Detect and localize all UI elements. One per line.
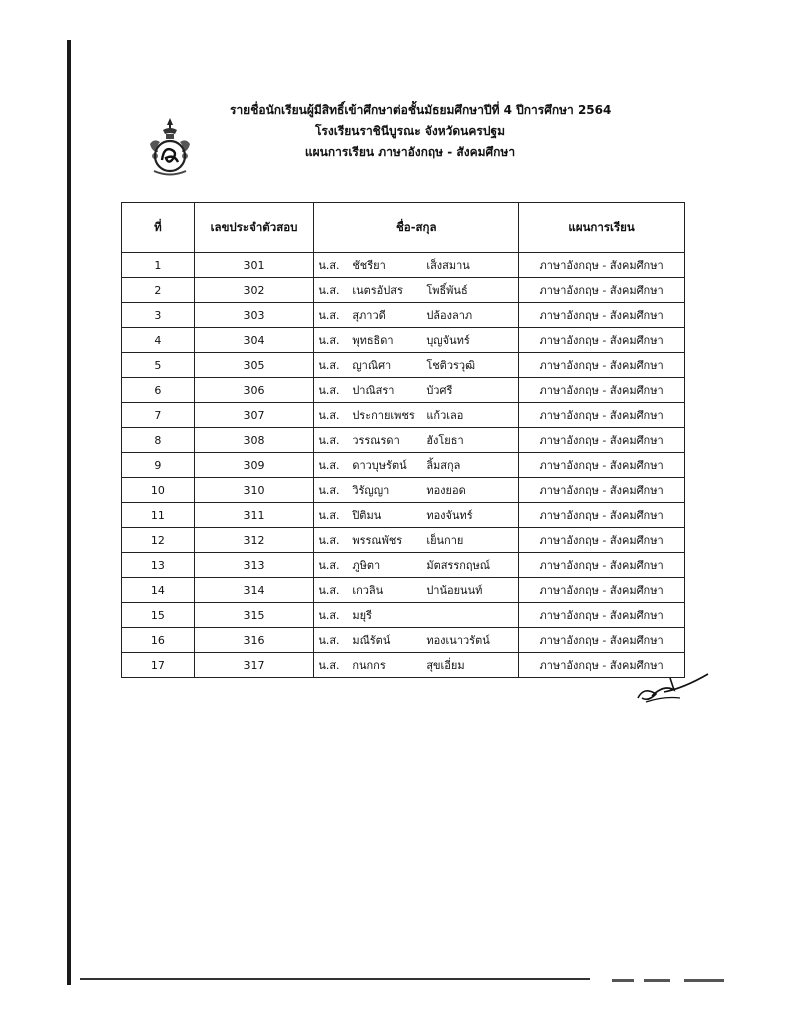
row-number: 10 — [122, 478, 195, 503]
first-name: ปาณิสรา — [352, 384, 395, 397]
name-title: น.ส. — [318, 509, 340, 522]
row-full-name — [314, 253, 519, 278]
col-header-plan: แผนการเรียน — [519, 203, 685, 253]
row-number: 1 — [122, 253, 195, 278]
table-row — [122, 478, 685, 503]
name-title: น.ส. — [318, 259, 340, 272]
table-row — [122, 528, 685, 553]
row-full-name — [314, 628, 519, 653]
first-name: ปิติมน — [352, 509, 382, 522]
table-row — [122, 603, 685, 628]
row-plan: ภาษาอังกฤษ - สังคมศึกษา — [519, 378, 685, 403]
first-name: เนตรอัปสร — [352, 284, 403, 297]
row-number: 14 — [122, 578, 195, 603]
row-full-name — [314, 553, 519, 578]
row-full-name — [314, 303, 519, 328]
name-title: น.ส. — [318, 359, 340, 372]
last-name: ลิ้มสกุล — [426, 459, 461, 472]
table-row — [122, 628, 685, 653]
last-name: โพธิ์พันธ์ — [426, 284, 468, 297]
row-full-name — [314, 578, 519, 603]
row-full-name — [314, 653, 519, 678]
first-name: ดาวบุษรัตน์ — [352, 459, 407, 472]
scan-bottom-line — [80, 978, 590, 980]
row-full-name — [314, 603, 519, 628]
last-name: ฮังโยธา — [426, 434, 464, 447]
row-exam-id: 317 — [194, 653, 314, 678]
last-name: บัวศรี — [426, 384, 453, 397]
name-title: น.ส. — [318, 634, 340, 647]
row-exam-id: 308 — [194, 428, 314, 453]
table-row — [122, 578, 685, 603]
first-name: พุทธธิดา — [352, 334, 394, 347]
row-plan: ภาษาอังกฤษ - สังคมศึกษา — [519, 253, 685, 278]
first-name: วรรณรดา — [352, 434, 400, 447]
name-title: น.ส. — [318, 534, 340, 547]
row-number: 2 — [122, 278, 195, 303]
row-number: 7 — [122, 403, 195, 428]
header-school: โรงเรียนราชินีบูรณะ จังหวัดนครปฐม — [314, 124, 506, 138]
row-exam-id: 305 — [194, 353, 314, 378]
name-title: น.ส. — [318, 559, 340, 572]
first-name: พรรณพัชร — [352, 534, 403, 547]
row-plan: ภาษาอังกฤษ - สังคมศึกษา — [519, 453, 685, 478]
row-plan: ภาษาอังกฤษ - สังคมศึกษา — [519, 653, 685, 678]
header-title: รายชื่อนักเรียนผู้มีสิทธิ์เข้าศึกษาต่อชั้นมัธยมศึกษาปีที่ 4 ปีการศึกษา 2564 — [230, 103, 612, 117]
table-body — [122, 253, 685, 678]
row-number: 3 — [122, 303, 195, 328]
row-full-name — [314, 503, 519, 528]
row-plan: ภาษาอังกฤษ - สังคมศึกษา — [519, 528, 685, 553]
document-header — [230, 100, 612, 163]
last-name: ปาน้อยนนท์ — [426, 584, 483, 597]
first-name: ญาณิศา — [352, 359, 392, 372]
scan-artifact — [684, 979, 724, 982]
name-title: น.ส. — [318, 459, 340, 472]
last-name: แก้วเลอ — [426, 409, 464, 422]
row-number: 11 — [122, 503, 195, 528]
col-header-number: ที่ — [122, 203, 195, 253]
first-name: มยุรี — [352, 609, 372, 622]
row-number: 8 — [122, 428, 195, 453]
first-name: สุภาวดี — [352, 309, 386, 322]
row-full-name — [314, 353, 519, 378]
last-name: บุญจันทร์ — [426, 334, 470, 347]
row-exam-id: 310 — [194, 478, 314, 503]
table-row — [122, 303, 685, 328]
table-row — [122, 253, 685, 278]
row-plan: ภาษาอังกฤษ - สังคมศึกษา — [519, 303, 685, 328]
row-exam-id: 312 — [194, 528, 314, 553]
row-exam-id: 313 — [194, 553, 314, 578]
row-number: 6 — [122, 378, 195, 403]
row-number: 17 — [122, 653, 195, 678]
row-exam-id: 307 — [194, 403, 314, 428]
table-row — [122, 428, 685, 453]
row-number: 15 — [122, 603, 195, 628]
row-plan: ภาษาอังกฤษ - สังคมศึกษา — [519, 328, 685, 353]
first-name: ประกายเพชร — [352, 409, 415, 422]
row-plan: ภาษาอังกฤษ - สังคมศึกษา — [519, 628, 685, 653]
table-row — [122, 353, 685, 378]
col-header-exam-id: เลขประจำตัวสอบ — [194, 203, 314, 253]
row-number: 4 — [122, 328, 195, 353]
table-row — [122, 553, 685, 578]
row-plan: ภาษาอังกฤษ - สังคมศึกษา — [519, 503, 685, 528]
name-title: น.ส. — [318, 484, 340, 497]
name-title: น.ส. — [318, 284, 340, 297]
last-name: เส็งสมาน — [426, 259, 470, 272]
row-number: 13 — [122, 553, 195, 578]
row-exam-id: 301 — [194, 253, 314, 278]
last-name: โชติวรวุฒิ — [426, 359, 476, 372]
row-plan: ภาษาอังกฤษ - สังคมศึกษา — [519, 428, 685, 453]
row-exam-id: 316 — [194, 628, 314, 653]
table-row — [122, 328, 685, 353]
name-title: น.ส. — [318, 609, 340, 622]
first-name: ชัชรียา — [352, 259, 386, 272]
last-name: ทองเนาวรัตน์ — [426, 634, 490, 647]
col-header-name: ชื่อ-สกุล — [314, 203, 519, 253]
first-name: ภูษิตา — [352, 559, 381, 572]
scan-edge-bar — [67, 40, 71, 985]
row-exam-id: 311 — [194, 503, 314, 528]
row-plan: ภาษาอังกฤษ - สังคมศึกษา — [519, 553, 685, 578]
row-full-name — [314, 328, 519, 353]
row-plan: ภาษาอังกฤษ - สังคมศึกษา — [519, 603, 685, 628]
row-number: 5 — [122, 353, 195, 378]
row-full-name — [314, 528, 519, 553]
row-exam-id: 306 — [194, 378, 314, 403]
first-name: เกวลิน — [352, 584, 384, 597]
last-name: มัตสรรกฤษณ์ — [426, 559, 491, 572]
row-exam-id: 315 — [194, 603, 314, 628]
row-full-name — [314, 453, 519, 478]
row-exam-id: 303 — [194, 303, 314, 328]
last-name: ทองจันทร์ — [426, 509, 473, 522]
row-full-name — [314, 278, 519, 303]
last-name: เย็นกาย — [426, 534, 464, 547]
row-exam-id: 314 — [194, 578, 314, 603]
table-row — [122, 278, 685, 303]
row-full-name — [314, 378, 519, 403]
row-exam-id: 304 — [194, 328, 314, 353]
table-row — [122, 403, 685, 428]
table-header-row — [122, 203, 685, 253]
row-full-name — [314, 403, 519, 428]
table-row — [122, 653, 685, 678]
name-title: น.ส. — [318, 659, 340, 672]
name-title: น.ส. — [318, 409, 340, 422]
first-name: วิรัญญา — [352, 484, 390, 497]
name-title: น.ส. — [318, 584, 340, 597]
student-list-table — [121, 202, 685, 678]
row-number: 9 — [122, 453, 195, 478]
table-row — [122, 453, 685, 478]
row-number: 12 — [122, 528, 195, 553]
school-emblem-icon — [144, 116, 196, 178]
name-title: น.ส. — [318, 434, 340, 447]
first-name: มณีรัตน์ — [352, 634, 391, 647]
last-name: สุขเอี่ยม — [426, 659, 465, 672]
first-name: กนกกร — [352, 659, 386, 672]
row-number: 16 — [122, 628, 195, 653]
scan-artifact — [644, 979, 670, 982]
handwritten-signature — [634, 668, 710, 708]
scan-artifact — [612, 979, 634, 982]
row-exam-id: 309 — [194, 453, 314, 478]
name-title: น.ส. — [318, 309, 340, 322]
table-row — [122, 503, 685, 528]
row-plan: ภาษาอังกฤษ - สังคมศึกษา — [519, 478, 685, 503]
header-program: แผนการเรียน ภาษาอังกฤษ - สังคมศึกษา — [304, 145, 516, 159]
last-name: ทองยอด — [426, 484, 466, 497]
row-plan: ภาษาอังกฤษ - สังคมศึกษา — [519, 278, 685, 303]
row-plan: ภาษาอังกฤษ - สังคมศึกษา — [519, 403, 685, 428]
last-name: ปล้องลาภ — [426, 309, 473, 322]
name-title: น.ส. — [318, 384, 340, 397]
row-exam-id: 302 — [194, 278, 314, 303]
row-full-name — [314, 428, 519, 453]
row-full-name — [314, 478, 519, 503]
row-plan: ภาษาอังกฤษ - สังคมศึกษา — [519, 578, 685, 603]
row-plan: ภาษาอังกฤษ - สังคมศึกษา — [519, 353, 685, 378]
name-title: น.ส. — [318, 334, 340, 347]
table-row — [122, 378, 685, 403]
